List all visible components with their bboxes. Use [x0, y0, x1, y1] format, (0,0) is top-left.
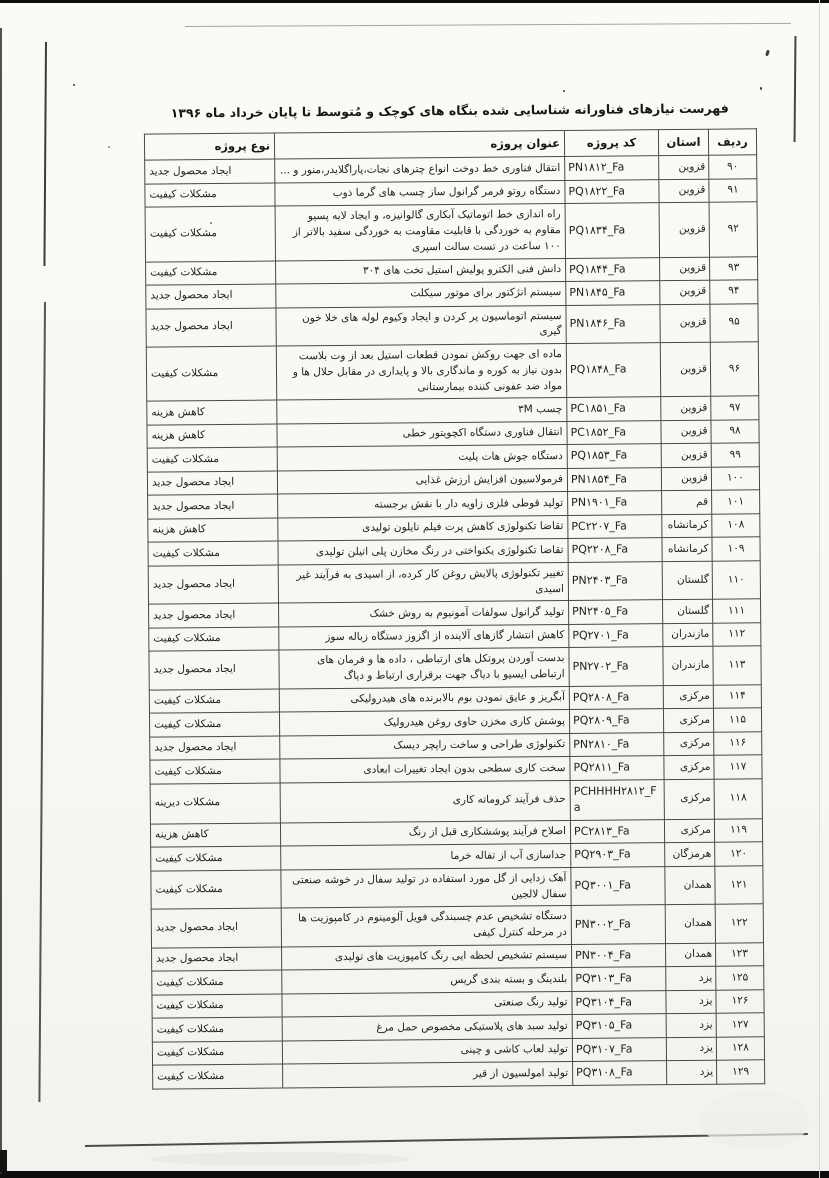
row-number-cell: ۱۱۰ — [712, 561, 760, 600]
row-number-cell: ۹۰ — [709, 155, 757, 179]
project-type-cell: مشکلات کیفیت — [150, 759, 280, 784]
header-row-number: ردیف — [708, 129, 756, 156]
table-row — [146, 342, 758, 402]
scan-edge-left-line — [0, 28, 2, 1174]
project-title-cell: جداسازی آب از تفاله خرما — [281, 844, 571, 870]
project-code-cell: PQ۱۸۳۴_Fa — [565, 203, 659, 258]
project-code-cell: PQ۲۷۰۱_Fa — [569, 623, 663, 647]
project-type-cell: ایجاد محصول جدید — [145, 159, 275, 184]
header-province: استان — [658, 129, 708, 156]
scan-smudge — [150, 1152, 410, 1166]
province-cell: قزوین — [661, 396, 711, 420]
project-type-cell: کاهش هزینه — [148, 518, 278, 543]
project-title-cell: دستگاه روتو فرمر گرانول ساز چسب های گرما ذوب — [275, 180, 565, 206]
project-type-cell: مشکلات کیفیت — [151, 870, 281, 910]
project-title-cell: تولید سبد های پلاستیکی مخصوص حمل مرغ — [282, 1015, 572, 1041]
project-title-cell: پوشش کاری مخزن حاوی روغن هیدرولیک — [279, 710, 569, 736]
needs-table-wrapper — [144, 128, 764, 1089]
project-type-cell: کاهش هزینه — [147, 424, 277, 449]
project-title-cell: تولید امولسیون از قیر — [283, 1062, 573, 1088]
project-type-cell: مشکلات کیفیت — [146, 261, 276, 286]
project-type-cell: ایجاد محصول جدید — [148, 565, 278, 605]
project-type-cell: مشکلات کیفیت — [147, 447, 277, 472]
province-cell: قزوین — [660, 257, 710, 281]
header-project-title: عنوان پروژه — [274, 130, 564, 159]
province-cell: یزد — [666, 990, 716, 1014]
row-number-cell: ۹۲ — [709, 202, 757, 257]
project-type-cell: مشکلات کیفیت — [151, 846, 281, 871]
province-cell: قم — [662, 490, 712, 514]
project-title-cell: راه اندازی خط اتوماتیک آبکاری گالوانیزه، و ایجاد لایه پسیو مقاوم به خوردگی با قابلیت مقاومت به خوردگی سفید بالاتر از ۱۰۰ ساعت در تست سالت اسپری — [275, 204, 565, 261]
project-type-cell: مشکلات کیفیت — [149, 627, 279, 652]
project-code-cell: PN۲۴۰۳_Fa — [568, 561, 662, 600]
province-cell: مرکزی — [664, 779, 714, 819]
province-cell: یزد — [666, 966, 716, 990]
project-code-cell: PQ۳۱۰۵_Fa — [572, 1014, 666, 1038]
province-cell: قزوین — [659, 155, 709, 179]
table-row — [150, 779, 762, 824]
table-body — [145, 155, 765, 1089]
row-number-cell: ۱۲۳ — [716, 943, 764, 967]
province-cell: قزوین — [660, 280, 710, 304]
project-title-cell: دستگاه جوش هات پلیت — [277, 445, 567, 471]
project-code-cell: PQ۲۹۰۳_Fa — [571, 843, 665, 867]
row-number-cell: ۱۲۸ — [716, 1037, 764, 1061]
project-type-cell: ایجاد محصول جدید — [149, 650, 279, 690]
province-cell: مازندران — [663, 646, 713, 685]
project-title-cell: تقاضا تکنولوژی یکنواختی در رنگ مخازن پلی اتیلن تولیدی — [278, 539, 568, 565]
project-type-cell: مشکلات کیفیت — [145, 183, 275, 208]
project-title-cell: فرمولاسیون افزایش ارزش غذایی — [277, 468, 567, 494]
project-type-cell: مشکلات کیفیت — [148, 541, 278, 566]
project-code-cell: PN۲۷۰۲_Fa — [569, 647, 663, 686]
row-number-cell: ۹۶ — [710, 342, 758, 397]
project-code-cell: PQ۱۸۵۳_Fa — [567, 444, 661, 468]
project-title-cell: انتقال فناوری دستگاه اکچویتور خطی — [277, 421, 567, 447]
ink-speck — [108, 146, 110, 148]
project-title-cell: سیستم انژکتور برای موتور سیکلت — [276, 281, 566, 307]
row-number-cell: ۱۰۸ — [712, 514, 760, 538]
project-title-cell: چسب ۳M — [277, 398, 567, 424]
province-cell: مرکزی — [664, 819, 714, 843]
row-number-cell: ۹۸ — [711, 420, 759, 444]
province-cell: گلستان — [662, 561, 712, 600]
needs-table — [144, 128, 765, 1089]
project-type-cell: کاهش هزینه — [147, 400, 277, 425]
scan-edge-bottom-bar — [0, 1171, 829, 1178]
project-type-cell: مشکلات دیرینه — [150, 783, 280, 824]
row-number-cell: ۱۱۵ — [713, 708, 761, 732]
project-code-cell: PQ۲۸۱۱_Fa — [570, 756, 664, 780]
project-title-cell: سخت کاری سطحی بدون ایجاد تغییرات ابعادی — [280, 757, 570, 783]
province-cell: همدان — [665, 866, 715, 905]
project-type-cell: مشکلات کیفیت — [149, 689, 279, 714]
project-title-cell: تولید قوطی فلزی زاویه دار با نقش برجسته — [278, 492, 568, 518]
project-type-cell: مشکلات کیفیت — [152, 994, 282, 1019]
province-cell: مرکزی — [664, 755, 714, 779]
project-title-cell: تولید لعاب کاشی و چینی — [282, 1038, 572, 1064]
project-title-cell: آبگریز و عایق نمودن بوم بالابرنده های هیدرولیکی — [279, 686, 569, 712]
project-code-cell: PQ۳۱۰۷_Fa — [572, 1037, 666, 1061]
project-code-cell: PQ۳۰۰۱_Fa — [571, 866, 665, 905]
project-type-cell: ایجاد محصول جدید — [152, 947, 282, 972]
project-title-cell: دستگاه تشخیص عدم چسبندگی فویل آلومینوم در کامپوزیت ها در مرحله کنترل کیفی — [281, 906, 571, 947]
project-title-cell: ماده ای جهت روکش نمودن قطعات استیل بعد از وت بلاست بدون نیاز به کوره و ماندگاری بالا و پایداری در مقابل حلال ها و مواد ضد عفونی کننده بیمارستانی — [276, 343, 566, 400]
province-cell: گلستان — [663, 599, 713, 623]
scan-edge-top-bar — [0, 0, 829, 3]
project-code-cell: PQ۳۱۰۴_Fa — [572, 990, 666, 1014]
scan-blob-bottom-left — [0, 1150, 7, 1172]
row-number-cell: ۱۰۰ — [711, 467, 759, 491]
province-cell: قزوین — [661, 443, 711, 467]
scan-edge-right-faint — [819, 0, 820, 1178]
project-code-cell: PQ۱۸۴۴_Fa — [566, 257, 660, 281]
project-title-cell: تولید گرانول سولفات آمونیوم به روش خشک — [279, 601, 569, 627]
province-cell: مازندران — [663, 623, 713, 647]
table-row — [153, 1060, 765, 1089]
project-title-cell: اصلاح فرآیند پوششکاری قبل از رنگ — [280, 820, 570, 846]
project-type-cell: ایجاد محصول جدید — [151, 908, 281, 948]
page-title: فهرست نیازهای فناورانه شناسایی شده بنگاه های کوچک و مُتوسط تا پایان خرداد ماه ۱۳۹۶ — [170, 100, 729, 121]
project-code-cell: PN۱۸۵۴_Fa — [567, 467, 661, 491]
row-number-cell: ۱۲۲ — [715, 904, 763, 943]
ink-speck — [73, 84, 75, 86]
province-cell: یزد — [666, 1013, 716, 1037]
row-number-cell: ۱۲۰ — [715, 842, 763, 866]
project-title-cell: انتقال فناوری خط دوخت انواع چترهای نجات،پاراگلایدر،منور و ... — [275, 157, 565, 183]
project-title-cell: آهک زدایی از گل مورد استفاده در تولید سفال در خوشه صنعتی سفال لالجین — [281, 867, 571, 908]
project-title-cell: سیستم اتوماسیون پر کردن و ایجاد وکیوم لوله های خلا خون گیری — [276, 305, 566, 346]
row-number-cell: ۹۳ — [710, 256, 758, 280]
project-code-cell: PQ۲۸۰۹_Fa — [569, 709, 663, 733]
project-title-cell: دانش فنی الکترو پولیش استیل تخت های ۳۰۴ — [276, 258, 566, 284]
project-code-cell: PN۱۸۱۲_Fa — [565, 156, 659, 180]
province-cell: هرمزگان — [665, 842, 715, 866]
project-code-cell: PQ۱۸۲۲_Fa — [565, 179, 659, 203]
row-number-cell: ۹۱ — [709, 179, 757, 203]
header-project-type: نوع پروژه — [144, 133, 274, 160]
table-row — [151, 866, 763, 910]
row-number-cell: ۱۲۱ — [715, 866, 763, 905]
project-code-cell: PN۳۰۰۴_Fa — [572, 943, 666, 967]
table-row — [151, 904, 763, 948]
row-number-cell: ۱۲۶ — [716, 990, 764, 1014]
row-number-cell: ۱۲۵ — [716, 966, 764, 990]
project-type-cell: کاهش هزینه — [150, 823, 280, 848]
row-number-cell: ۱۰۹ — [712, 537, 760, 561]
project-title-cell: سیستم تشخیص لحظه ایی رنگ کامپوزیت های تولیدی — [282, 944, 572, 970]
project-code-cell: PN۲۸۱۰_Fa — [570, 732, 664, 756]
project-code-cell: PQ۲۲۰۸_Fa — [568, 538, 662, 562]
table-row — [148, 561, 760, 605]
project-code-cell: PCHHHH۲۸۱۲_Fa — [570, 779, 664, 820]
project-type-cell: ایجاد محصول جدید — [146, 284, 276, 309]
header-project-code: کد پروژه — [564, 130, 658, 157]
project-type-cell: ایجاد محصول جدید — [148, 494, 278, 519]
province-cell: کرمانشاه — [662, 514, 712, 538]
project-title-cell: تغییر تکنولوژی پالایش روغن کار کرده، از اسیدی به فرآیند غیر اسیدی — [278, 562, 568, 603]
ink-speck — [563, 90, 565, 92]
project-type-cell: ایجاد محصول جدید — [147, 471, 277, 496]
row-number-cell: ۱۱۶ — [714, 732, 762, 756]
project-type-cell: مشکلات کیفیت — [146, 346, 276, 401]
province-cell: قزوین — [661, 467, 711, 491]
project-title-cell: حذف فرآیند کروماته کاری — [280, 780, 570, 823]
row-number-cell: ۱۱۴ — [713, 685, 761, 709]
project-code-cell: PC۲۲۰۷_Fa — [568, 514, 662, 538]
province-cell: یزد — [667, 1060, 717, 1084]
project-title-cell: تقاضا تکنولوژی کاهش پرت فیلم نایلون تولیدی — [278, 515, 568, 541]
project-type-cell: ایجاد محصول جدید — [146, 308, 276, 348]
row-number-cell: ۱۱۱ — [713, 599, 761, 623]
province-cell: مرکزی — [663, 685, 713, 709]
row-number-cell: ۱۱۹ — [714, 819, 762, 843]
province-cell: قزوین — [659, 179, 709, 203]
project-type-cell: مشکلات کیفیت — [152, 970, 282, 995]
row-number-cell: ۱۱۳ — [713, 646, 761, 685]
province-cell: همدان — [665, 904, 715, 943]
project-code-cell: PN۳۰۰۲_Fa — [571, 905, 665, 944]
project-type-cell: ایجاد محصول جدید — [149, 603, 279, 628]
project-code-cell: PC۱۸۵۲_Fa — [567, 420, 661, 444]
project-type-cell: مشکلات کیفیت — [153, 1064, 283, 1089]
project-title-cell: کاهش انتشار گازهای آلاینده از اگزوز دستگاه زباله سوز — [279, 624, 569, 650]
row-number-cell: ۱۰۱ — [712, 490, 760, 514]
project-title-cell: بدست آوردن پروتکل های ارتباطی ، داده ها و فرمان های ارتباطی ایسیو با دیاگ جهت برقراری ارتباط و دیاگ — [279, 648, 569, 689]
row-number-cell: ۹۴ — [710, 280, 758, 304]
province-cell: قزوین — [661, 420, 711, 444]
project-type-cell: مشکلات کیفیت — [152, 1017, 282, 1042]
project-code-cell: PC۲۸۱۳_Fa — [570, 819, 664, 843]
project-title-cell: تولید رنگ صنعتی — [282, 991, 572, 1017]
project-title-cell: بلندینگ و بسته بندی گریس — [282, 968, 572, 994]
province-cell: کرمانشاه — [662, 537, 712, 561]
province-cell: همدان — [666, 943, 716, 967]
project-type-cell: مشکلات کیفیت — [145, 206, 275, 261]
project-code-cell: PN۱۹۰۱_Fa — [568, 491, 662, 515]
province-cell: قزوین — [660, 304, 710, 343]
project-code-cell: PC۱۸۵۱_Fa — [567, 397, 661, 421]
project-code-cell: PQ۳۱۰۸_Fa — [573, 1061, 667, 1085]
table-row — [146, 303, 758, 347]
project-code-cell: PQ۱۸۴۸_Fa — [566, 343, 660, 398]
project-code-cell: PN۱۸۴۶_Fa — [566, 304, 660, 343]
project-title-cell: تکنولوژی طراحی و ساخت راپچر دیسک — [280, 733, 570, 759]
row-number-cell: ۱۲۹ — [717, 1060, 765, 1084]
project-type-cell: مشکلات کیفیت — [149, 712, 279, 737]
row-number-cell: ۹۵ — [710, 303, 758, 342]
project-type-cell: ایجاد محصول جدید — [150, 736, 280, 761]
row-number-cell: ۱۱۸ — [714, 779, 762, 819]
row-number-cell: ۹۷ — [711, 396, 759, 420]
project-code-cell: PQ۳۱۰۳_Fa — [572, 967, 666, 991]
project-code-cell: PN۱۸۴۵_Fa — [566, 281, 660, 305]
project-type-cell: مشکلات کیفیت — [152, 1041, 282, 1066]
province-cell: مرکزی — [663, 708, 713, 732]
table-row — [145, 202, 757, 262]
row-number-cell: ۱۱۲ — [713, 623, 761, 647]
province-cell: قزوین — [659, 202, 709, 257]
row-number-cell: ۱۱۷ — [714, 755, 762, 779]
province-cell: قزوین — [660, 342, 710, 397]
ink-speck — [760, 87, 762, 90]
province-cell: یزد — [666, 1037, 716, 1061]
row-number-cell: ۱۲۷ — [716, 1013, 764, 1037]
project-code-cell: PQ۲۸۰۸_Fa — [569, 685, 663, 709]
scan-smudge — [700, 1090, 810, 1150]
province-cell: مرکزی — [664, 732, 714, 756]
row-number-cell: ۹۹ — [711, 443, 759, 467]
table-row — [149, 646, 761, 690]
project-code-cell: PN۲۴۰۵_Fa — [569, 600, 663, 624]
